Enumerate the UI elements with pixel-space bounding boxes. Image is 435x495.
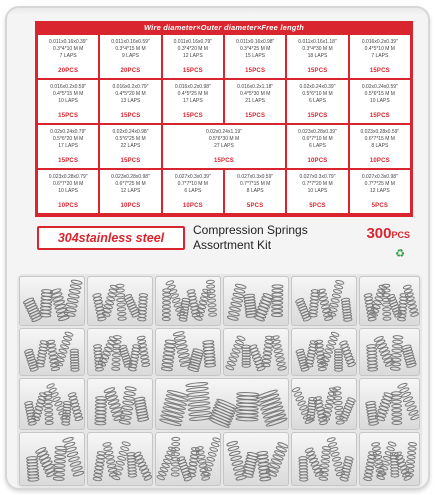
spec-cell [225,80,285,123]
spring-compartment [87,378,153,430]
spec-cell [100,35,160,78]
spring-icon [224,433,289,486]
material-badge: 304stainless steel [37,226,185,250]
spring-icon [333,387,345,425]
spec-line: 7 LAPS [371,53,389,59]
spec-lines [300,174,336,195]
spec-line: 0.011x0.16x0.39" [48,39,88,45]
spring-icon [20,379,85,430]
spring-icon [367,344,378,371]
spec-pcs: 10PCS [120,203,141,209]
spring-compartment [87,432,153,486]
spring-icon [317,288,333,321]
spec-cell [38,35,98,78]
spring-icon [36,340,49,367]
spec-cell [287,170,347,213]
spring-compartment [223,328,289,376]
spec-line: 10 LAPS [307,188,328,194]
spec-line: 0.5*6*25 M M [115,136,146,142]
spec-line: 0.011x0.16x0.98" [235,39,275,45]
spec-line: 18 LAPS [307,53,328,59]
recycle-icon: ♻ [395,248,405,260]
spec-line: 27 LAPS [214,143,234,149]
spec-line: 0.7*7*20 M M [302,181,333,187]
spec-lines [362,39,398,60]
spring-icon [93,451,106,481]
spec-cell [225,35,285,78]
compartment-tray [17,274,422,488]
spring-icon [103,442,118,477]
spring-icon [257,451,271,481]
spec-pcs: 5PCS [309,203,326,209]
spec-pcs: 20PCS [58,68,79,74]
spec-pcs: 20PCS [120,68,141,74]
spec-lines [50,84,86,105]
spring-icon [20,433,85,486]
spec-pcs: 15PCS [213,158,234,164]
spec-lines [111,39,149,60]
spring-icon [397,382,420,420]
spec-cell [38,170,98,213]
spec-pcs: 5PCS [246,203,264,209]
spring-icon [341,298,352,322]
spec-lines [174,39,212,60]
spring-icon [156,379,289,430]
spring-icon [88,277,153,326]
spring-icon [262,336,275,367]
spring-compartment [87,328,153,376]
spring-compartment [19,276,85,326]
spring-icon [292,277,357,326]
spec-line: 0.4*5*20 M M [115,91,146,97]
spring-icon [236,392,259,421]
spring-icon [309,289,320,317]
spec-line: 21 LAPS [245,98,266,104]
spec-line: 8 LAPS [371,143,389,149]
spec-cell [163,125,286,168]
spring-icon [271,335,287,371]
spring-icon [156,329,221,376]
spec-line: 0.6*7*25 M M [115,181,146,187]
spring-icon [208,398,238,428]
spec-line: 0.5*6*30 M M [208,136,240,142]
spec-cell [350,80,410,123]
spring-icon [224,277,289,326]
spring-icon [44,392,54,425]
piece-count-unit: PCS [391,230,410,240]
spring-icon [186,382,212,421]
spring-icon [159,389,189,426]
spec-line: 0.6*7*20 M M [53,181,84,187]
piece-count [366,225,410,242]
spring-icon [64,279,82,317]
spec-lines [175,174,211,195]
spec-line: 6 LAPS [309,143,326,149]
storage-box [5,6,430,490]
spec-cell [225,170,285,213]
spec-line: 10 LAPS [58,188,79,194]
spec-pcs: 15PCS [245,68,266,74]
spring-icon [61,401,71,425]
spring-icon [391,392,401,425]
spec-line: 8 LAPS [246,188,264,194]
spring-icon [70,349,79,371]
spring-icon [360,379,420,430]
spec-line: 0.7*7*25 M M [364,181,395,187]
spec-pcs: 10PCS [182,203,203,209]
spring-icon [360,433,420,486]
spec-line: 6 LAPS [309,98,326,104]
spec-pcs: 15PCS [245,113,266,119]
spec-lines [111,174,150,195]
spec-pcs: 15PCS [369,68,390,74]
spring-icon [226,441,247,481]
spring-icon [156,277,221,326]
spec-line: 12 LAPS [369,188,390,194]
spring-icon [102,284,119,317]
spring-compartment [291,276,357,326]
title-area [35,220,413,264]
spring-icon [26,456,39,481]
spec-line: 10 LAPS [58,98,79,104]
spring-icon [292,379,357,430]
spring-compartment [87,276,153,326]
spring-icon [161,340,176,372]
spring-compartment [291,432,357,486]
spring-icon [360,329,420,376]
spring-compartment [19,432,85,486]
spring-icon [295,298,312,322]
lid-edge [7,8,428,16]
spring-compartment [19,378,85,430]
spring-compartment [359,276,420,326]
spec-line: 0.016x0.2x0.98" [174,84,211,90]
spec-line: 17 LAPS [182,98,203,104]
spring-icon [292,387,313,425]
product-title-line1: Compression Springs [193,223,308,237]
spring-icon [243,294,257,318]
spring-icon [335,349,343,371]
spec-cell [163,170,223,213]
spring-icon [254,293,274,322]
spec-line: 12 LAPS [120,188,141,194]
spec-pcs: 15PCS [120,113,141,119]
spec-line: 0.027x0.3x0.79" [299,174,336,180]
spring-compartment [291,378,357,430]
spring-icon [292,329,357,376]
spec-line: 0.5*6*15 M M [364,91,395,97]
spec-line: 0.3*4*15 M M [115,46,146,52]
spec-line: 0.4*5*30 M M [240,91,271,97]
spring-icon [360,277,420,326]
spring-icon [173,331,192,367]
piece-count-number: 300 [366,225,392,242]
spec-pcs: 15PCS [369,113,390,119]
spring-icon [137,293,147,321]
spec-pcs: 15PCS [182,68,203,74]
spec-cell [163,80,223,123]
spec-lines [113,84,149,105]
spec-line: 0.3*4*10 M M [53,46,84,52]
spring-icon [171,437,180,476]
spec-line: 0.4*5*25 M M [177,91,208,97]
spring-compartment [19,328,85,376]
spec-pcs: 15PCS [58,113,79,119]
spring-icon [401,344,416,368]
spec-line: 12 LAPS [182,53,203,59]
spring-icon [23,297,43,322]
spec-label-card [35,21,413,217]
spring-icon [88,379,153,430]
spec-lines [362,174,398,195]
spring-icon [340,456,354,482]
spec-cell [350,35,410,78]
spring-icon [187,348,204,372]
spec-line: 13 LAPS [120,98,141,104]
spec-pcs: 15PCS [182,113,203,119]
spec-line: 0.7*7*10 M M [177,181,208,187]
spec-cell [38,80,98,123]
spec-pcs: 15PCS [307,113,328,119]
spring-icon [397,293,408,321]
spec-line: 0.02x0.24x0.98" [112,129,149,135]
spec-line: 0.3*4*25 M M [240,46,271,52]
spec-lines [175,84,211,105]
spec-cell [163,35,223,78]
spec-pcs: 10PCS [369,158,390,164]
spec-line: 22 LAPS [120,143,141,149]
spring-icon [314,340,326,371]
spring-icon [53,446,66,481]
spec-line: 0.4*5*15 M M [53,91,84,97]
spring-compartment [359,378,420,430]
spec-line: 0.023x0.28x0.98" [111,174,150,180]
spec-cell [100,170,160,213]
spring-compartment [155,432,221,486]
spec-lines [360,129,399,150]
spec-line: 0.4*5*10 M M [364,46,395,52]
spec-line: 0.027x0.3x0.98" [361,174,398,180]
spec-line: 0.023x0.28x0.79" [48,174,88,180]
spec-line: 0.5*6*20 M M [53,136,84,142]
spec-line: 0.02x0.24x0.39" [299,84,336,90]
spring-icon [134,397,149,422]
spec-line: 6 LAPS [184,188,202,194]
spring-icon [299,456,308,481]
spec-pcs: 5PCS [371,203,389,209]
spec-line: 9 LAPS [122,53,139,59]
spring-compartment [223,432,289,486]
spring-icon [20,277,85,326]
spec-lines [113,129,149,150]
spec-line: 0.02x0.24x1.19" [206,129,242,135]
spec-lines [49,174,88,195]
product-title-line2: Assortment Kit [193,238,272,252]
spec-line: 15 LAPS [245,53,266,59]
spec-cell [287,125,347,168]
spec-lines [206,129,242,150]
spring-icon [88,433,153,486]
spec-line: 0.011x0.16x0.59" [111,39,150,45]
spec-cell [100,80,160,123]
spec-cell [287,35,347,78]
spring-icon [242,452,259,478]
spec-line: 0.3*4*20 M M [177,46,208,52]
spec-lines [50,129,86,150]
spring-compartment [155,328,221,376]
spec-line: 0.016x0.2x1.18" [237,84,274,90]
spec-pcs: 10PCS [58,203,79,209]
spec-cell [287,80,347,123]
spec-line: 0.7*7*15 M M [240,181,271,187]
spring-icon [227,283,246,321]
spring-icon [20,329,85,376]
spring-icon [363,451,376,481]
spec-line: 0.3*4*30 M M [302,46,333,52]
spec-pcs: 15PCS [307,68,328,74]
spec-line: 0.027x0.3x0.59" [237,174,274,180]
spec-line: 0.02x0.24x0.79" [50,129,87,135]
spec-line: 0.016x0.2x0.39" [361,39,398,45]
spring-icon [187,289,200,317]
spring-compartment [155,276,221,326]
spec-line: 10 LAPS [369,98,390,104]
spec-lines [298,39,336,60]
spec-pcs: 10PCS [307,158,328,164]
spec-lines [236,39,274,60]
spec-lines [49,39,87,60]
spring-icon [127,452,137,477]
spec-lines [300,84,336,105]
spec-cell [350,125,410,168]
spec-pcs: 15PCS [58,158,79,164]
spec-lines [362,84,398,105]
spec-line: 0.011x0.16x0.79" [173,39,213,45]
spring-compartment [223,276,289,326]
spec-lines [237,84,273,105]
spec-line: 7 LAPS [59,53,77,59]
spec-line: 0.5*6*10 M M [302,91,333,97]
spring-icon [405,442,417,477]
spec-line: 0.027x0.3x0.39" [174,174,211,180]
spec-lines [237,174,273,195]
spec-line: 0.6*7*15 M M [364,136,395,142]
spring-compartment [359,328,420,376]
spring-icon [206,280,216,316]
spec-line: 0.023x0.28x0.39" [298,129,337,135]
spring-icon [271,285,283,317]
spec-line: 0.023x0.28x0.59" [360,129,400,135]
spring-compartment [155,378,289,430]
spring-icon [88,329,153,376]
spec-line: 0.6*7*10 M M [302,136,333,142]
spec-lines [298,129,337,150]
spring-icon [92,293,106,321]
spec-pcs: 15PCS [120,158,141,164]
spring-icon [224,329,289,376]
spec-line: 0.016x0.2x0.79" [112,84,149,90]
spec-cell [100,125,160,168]
spec-line: 0.016x0.2x0.59" [50,84,87,90]
spec-cell [350,170,410,213]
spring-icon [116,284,127,321]
spec-header: Wire diameter×Outer diameter×Free length [143,23,305,32]
spring-icon [203,340,216,367]
spec-cell [38,125,98,168]
spec-line: 0.011x0.16x1.18" [298,39,337,45]
spring-icon [256,389,287,427]
spring-icon [156,433,221,486]
spring-icon [95,396,107,425]
product-title [193,223,353,253]
spec-line: 17 LAPS [58,143,79,149]
spec-grid [38,35,410,213]
spring-icon [104,387,125,422]
spring-compartment [359,432,420,486]
spring-icon [179,298,190,322]
spec-line: 0.02x0.24x0.59" [361,84,398,90]
spring-icon [319,446,331,481]
spring-compartment [291,328,357,376]
spring-icon [292,433,357,486]
spring-icon [390,335,403,370]
